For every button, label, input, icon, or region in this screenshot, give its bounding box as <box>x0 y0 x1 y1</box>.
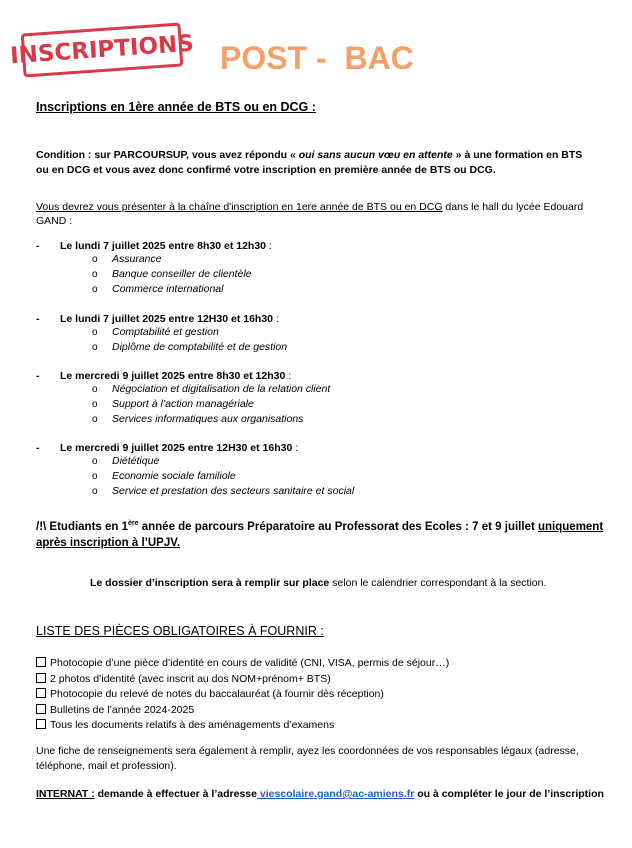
checkbox-icon <box>36 719 46 729</box>
checkbox-icon <box>36 704 46 714</box>
session-4 <box>36 442 596 499</box>
session-date: - Le mercredi 9 juillet 2025 entre 12H30 et 16h30 : <box>36 442 596 454</box>
checkbox-icon <box>36 688 46 698</box>
list-item: o Service et prestation des secteurs sanitaire et social <box>36 484 596 499</box>
inscriptions-stamp <box>9 22 195 77</box>
condition-suffix: » à une formation en BTS ou en DCG et vous avez donc confirmé votre inscription en première année de BTS ou DCG. <box>36 149 583 176</box>
fiche-paragraph: Une fiche de renseignements sera également à remplir, ayez les coordonnées de vos responsables légaux (adresse, téléphone, mail et profession). <box>36 745 579 772</box>
session-date: - Le lundi 7 juillet 2025 entre 12H30 et 16h30 : <box>36 313 596 325</box>
session-items <box>36 382 596 427</box>
checkbox-icon <box>36 673 46 683</box>
checklist-item: Photocopie d’une pièce d’identité en cours de validité (CNI, VISA, permis de séjour…) <box>36 656 596 672</box>
liste-title: LISTE DES PIÈCES OBLIGATOIRES À FOURNIR : <box>36 624 324 638</box>
session-items <box>36 252 596 297</box>
intro-rest: dans le hall du lycée Edouard GAND : <box>36 201 584 227</box>
list-item: o Services informatiques aux organisations <box>36 412 596 427</box>
list-item: o Economie sociale familiole <box>36 469 596 484</box>
email-link[interactable]: viescolaire.gand@ac-amiens.fr <box>256 788 415 800</box>
list-item: o Assurance <box>36 252 596 267</box>
condition-paragraph <box>36 148 596 178</box>
list-item: o Commerce international <box>36 282 596 297</box>
intro-paragraph <box>36 200 596 228</box>
session-items <box>36 325 596 355</box>
list-item: o Banque conseiller de clientèle <box>36 267 596 282</box>
checklist-item: Photocopie du relevé de notes du baccalauréat (à fournir dès réception) <box>36 687 596 703</box>
session-date: - Le mercredi 9 juillet 2025 entre 8h30 et 12h30 : <box>36 370 596 382</box>
list-item: o Négociation et digitalisation de la relation client <box>36 382 596 397</box>
documents-checklist <box>36 656 596 734</box>
dossier-note: Le dossier d’inscription sera à remplir sur place selon le calendrier correspondant à la section. <box>90 577 547 589</box>
list-item: o Diététique <box>36 454 596 469</box>
list-item: o Comptabilité et gestion <box>36 325 596 340</box>
checklist-item: 2 photos d’identité (avec inscrit au dos NOM+prénom+ BTS) <box>36 672 596 688</box>
page-title: POST - BAC <box>220 40 414 76</box>
session-2 <box>36 313 596 355</box>
internat-label: INTERNAT : <box>36 788 95 800</box>
checklist-item: Bulletins de l’année 2024-2025 <box>36 703 596 719</box>
list-item: o Support à l’action managériale <box>36 397 596 412</box>
session-3 <box>36 370 596 427</box>
condition-prefix: Condition : sur PARCOURSUP, vous avez répondu « <box>36 149 299 161</box>
checklist-item: Tous les documents relatifs à des aménagements d’examens <box>36 718 596 734</box>
checkbox-icon <box>36 657 46 667</box>
session-1 <box>36 240 596 297</box>
session-date: - Le lundi 7 juillet 2025 entre 8h30 et 12h30 : <box>36 240 596 252</box>
section-title: Inscriptions en 1ère année de BTS ou en DCG : <box>36 100 316 114</box>
intro-underlined: Vous devrez vous présenter à la chaîne d'inscription en 1ere année de BTS ou en DCG <box>36 201 443 213</box>
session-items <box>36 454 596 499</box>
condition-italic: oui sans aucun vœu en attente <box>298 149 453 161</box>
internat-line: INTERNAT : demande à effectuer à l’adresse viescolaire.gand@ac-amiens.fr ou à compléter le jour de l’inscription <box>36 788 604 800</box>
stamp-text: INSCRIPTIONS <box>9 30 195 70</box>
ppe-warning: /!\ Etudiants en 1ère année de parcours Préparatoire au Professorat des Ecoles : 7 et 9 juillet uniquement après inscription à l’UPJV. <box>36 520 604 549</box>
list-item: o Diplôme de comptabilité et de gestion <box>36 340 596 355</box>
